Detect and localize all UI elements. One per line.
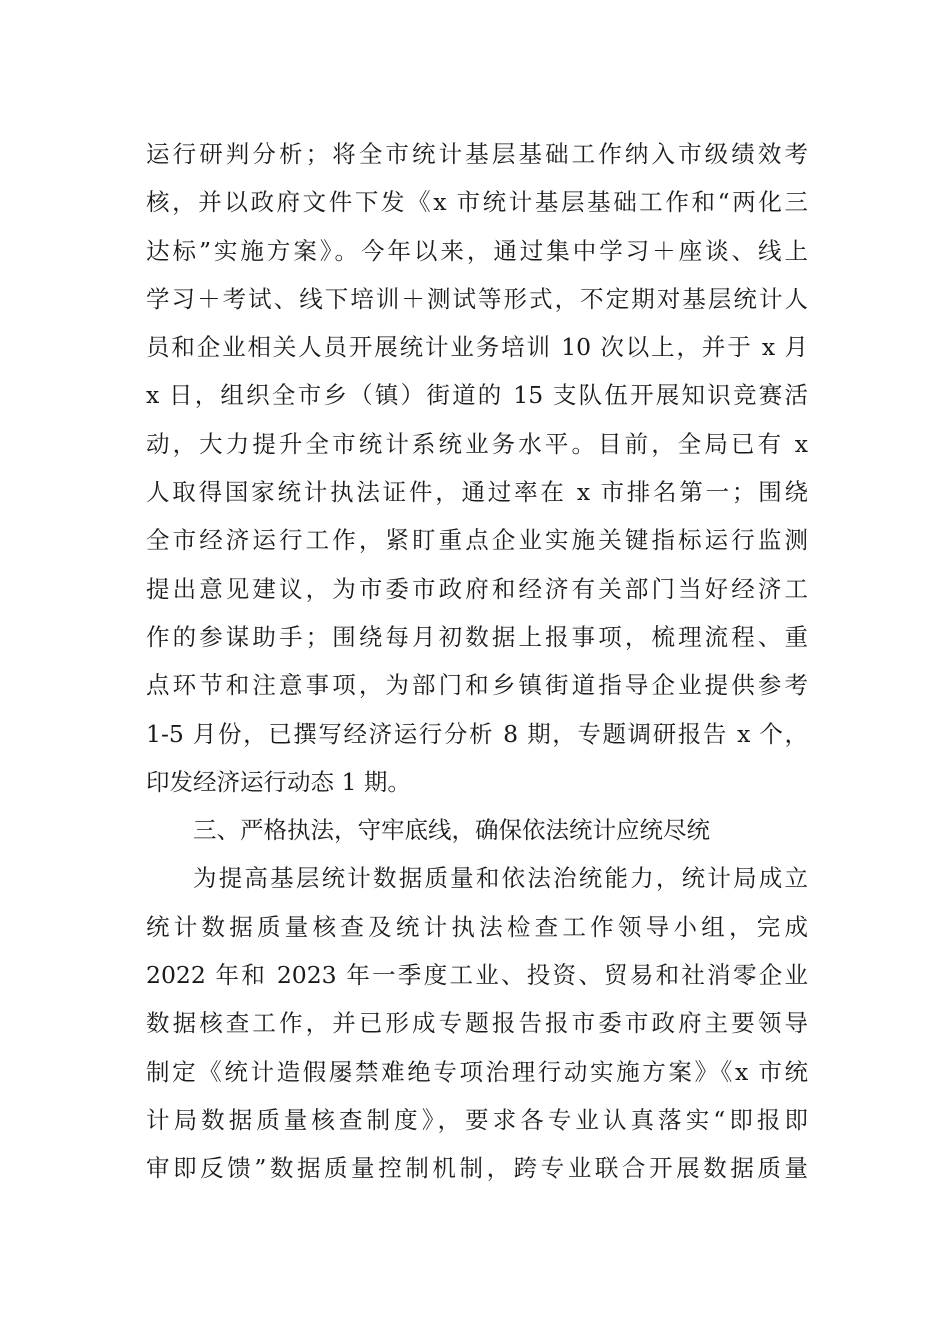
- paragraph-line: 数据核查工作，并已形成专题报告报市委市政府主要领导: [146, 1009, 808, 1038]
- paragraph-line: 为提高基层统计数据质量和依法治统能力，统计局成立: [193, 864, 808, 893]
- paragraph-line: 员和企业相关人员开展统计业务培训 10 次以上，并于 x 月: [146, 333, 808, 362]
- section-heading: 三、严格执法，守牢底线，确保依法统计应统尽统: [193, 816, 710, 845]
- paragraph-line: 动，大力提升全市统计系统业务水平。目前，全局已有 x: [146, 429, 808, 458]
- paragraph-line: 学习＋考试、线下培训＋测试等形式，不定期对基层统计人: [146, 284, 808, 313]
- paragraph-line: x 日，组织全市乡（镇）街道的 15 支队伍开展知识竞赛活: [146, 381, 808, 410]
- paragraph-line: 作的参谋助手；围绕每月初数据上报事项，梳理流程、重: [146, 622, 808, 651]
- paragraph-line: 运行研判分析；将全市统计基层基础工作纳入市级绩效考: [146, 140, 808, 168]
- paragraph-line: 人取得国家统计执法证件，通过率在 x 市排名第一；围绕: [146, 478, 808, 507]
- paragraph-line: 达标”实施方案》。今年以来，通过集中学习＋座谈、线上: [146, 236, 808, 265]
- document-body: [146, 130, 808, 1193]
- paragraph-line: 点环节和注意事项，为部门和乡镇街道指导企业提供参考: [146, 671, 808, 700]
- paragraph-line: 计局数据质量核查制度》，要求各专业认真落实“即报即: [146, 1105, 808, 1134]
- paragraph-line: 提出意见建议，为市委市政府和经济有关部门当好经济工: [146, 574, 808, 603]
- paragraph-line: 审即反馈”数据质量控制机制，跨专业联合开展数据质量: [146, 1154, 808, 1183]
- paragraph-line: 全市经济运行工作，紧盯重点企业实施关键指标运行监测: [146, 526, 808, 555]
- paragraph-line: 2022 年和 2023 年一季度工业、投资、贸易和社消零企业: [146, 961, 808, 990]
- paragraph-line: 1-5 月份，已撰写经济运行分析 8 期，专题调研报告 x 个，: [146, 719, 808, 748]
- paragraph-line: 制定《统计造假屡禁难绝专项治理行动实施方案》《x 市统: [146, 1057, 808, 1086]
- paragraph-line: 统计数据质量核查及统计执法检查工作领导小组，完成: [146, 912, 808, 941]
- paragraph-line: 核，并以政府文件下发《x 市统计基层基础工作和“两化三: [146, 188, 808, 217]
- paragraph-line: 印发经济运行动态 1 期。: [146, 767, 411, 796]
